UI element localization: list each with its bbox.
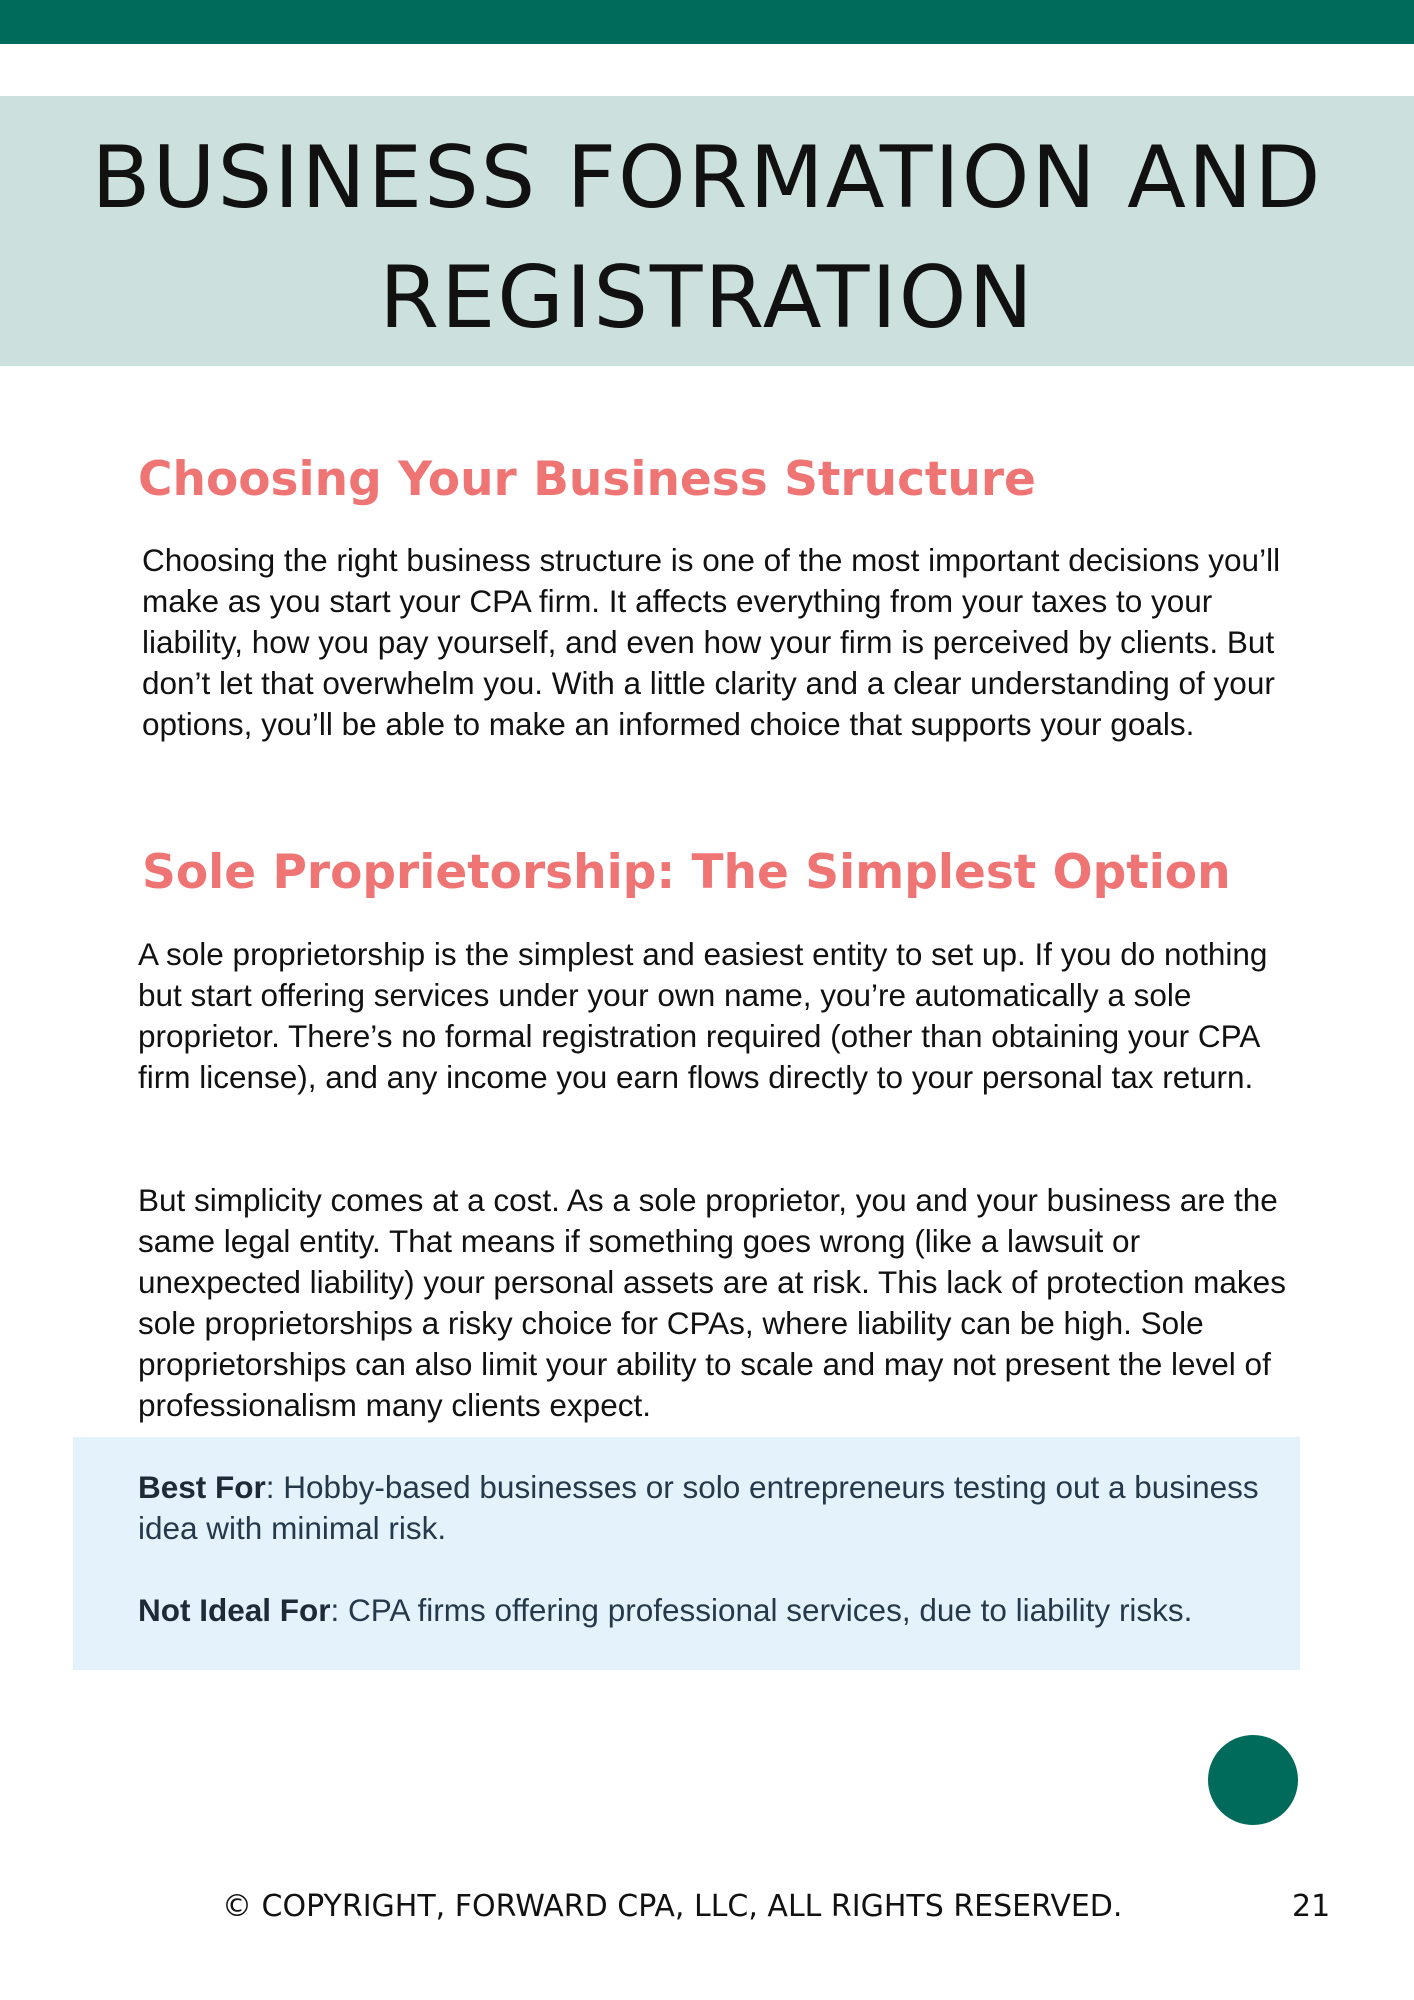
section-heading-business-structure: Choosing Your Business Structure	[138, 452, 1036, 507]
callout-best-for	[138, 1467, 1288, 1549]
page-title-line-2: REGISTRATION	[379, 248, 1035, 348]
callout-not-ideal-text: : CPA firms offering professional services, due to liability risks.	[330, 1592, 1193, 1628]
page-number: 21	[1292, 1889, 1331, 1924]
page-title	[0, 118, 1414, 358]
page-title-line-1: BUSINESS FORMATION AND	[91, 128, 1323, 228]
footer-copyright: © COPYRIGHT, FORWARD CPA, LLC, ALL RIGHTS RESERVED.	[222, 1889, 1123, 1924]
top-accent-bar	[0, 0, 1414, 44]
section-paragraph: But simplicity comes at a cost. As a sole proprietor, you and your business are the same legal entity. That means if something goes wrong (like a lawsuit or unexpected liability) your personal assets are at risk. This lack of protection makes sole proprietorships a risky choice for CPAs, where liability can be high. Sole proprietorships can also limit your ability to scale and may not present the level of professionalism many clients expect.	[138, 1182, 1286, 1423]
callout-best-for-text: : Hobby-based businesses or solo entrepreneurs testing out a business idea with minimal risk.	[138, 1469, 1259, 1546]
section-paragraph: Choosing the right business structure is one of the most important decisions you’ll make as you start your CPA firm. It affects everything from your taxes to your liability, how you pay yourself, and even how your firm is perceived by clients. But don’t let that overwhelm you. With a little clarity and a clear understanding of your options, you’ll be able to make an informed choice that supports your goals.	[142, 542, 1281, 742]
section-heading-sole-proprietorship: Sole Proprietorship: The Simplest Option	[142, 845, 1231, 900]
decorative-circle	[1208, 1735, 1298, 1825]
callout-best-for-label: Best For	[138, 1469, 266, 1505]
section-paragraph: A sole proprietorship is the simplest and easiest entity to set up. If you do nothing but start offering services under your own name, you’re automatically a sole proprietor. There’s no formal registration required (other than obtaining your CPA firm license), and any income you earn flows directly to your personal tax return.	[138, 936, 1268, 1095]
callout-not-ideal-label: Not Ideal For	[138, 1592, 331, 1628]
callout-not-ideal-for	[138, 1590, 1288, 1631]
